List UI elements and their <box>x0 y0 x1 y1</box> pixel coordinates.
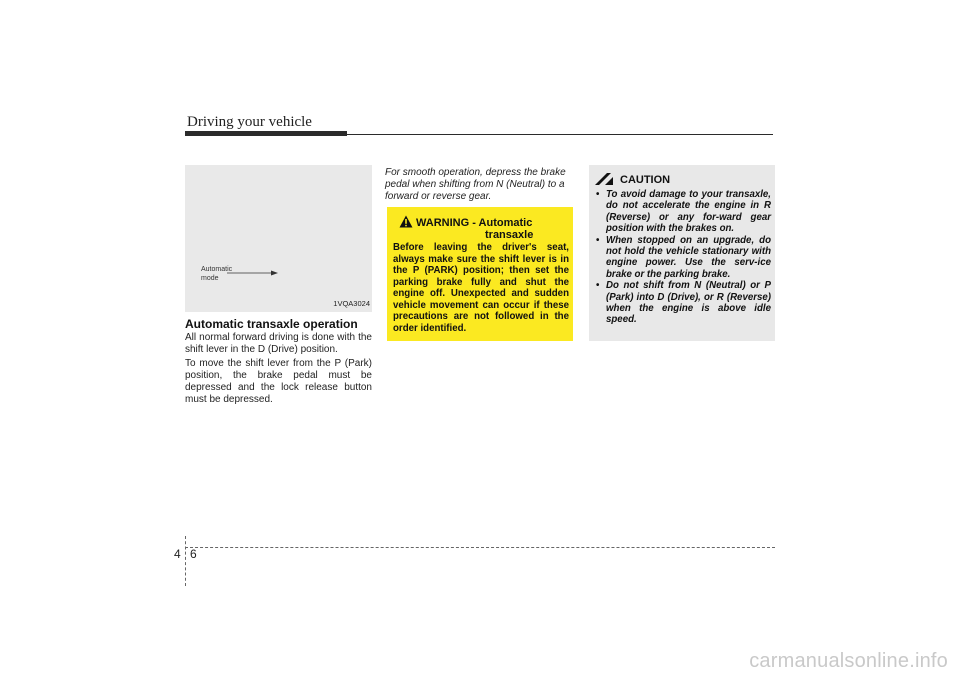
warning-title-line2: transaxle <box>485 229 534 241</box>
caution-item-2: • When stopped on an upgrade, do not hold the vehicle stationary with engine power. Use the serv-ice brake or the parking brake. <box>595 235 771 281</box>
caution-item-1: • To avoid damage to your transaxle, do not accelerate the engine in R (Reverse) or any for-ward gear position with the brakes on. <box>595 189 771 235</box>
section-heading: Automatic transaxle operation <box>185 317 358 331</box>
chapter-number: 4 <box>174 547 181 561</box>
caution-item-3: • Do not shift from N (Neutral) or P (Park) into D (Drive), or R (Reverse) when the engine is above idle speed. <box>595 280 771 326</box>
page-number: 6 <box>190 547 197 561</box>
body-paragraph-1: All normal forward driving is done with the shift lever in the D (Drive) position. <box>185 332 372 355</box>
warning-box <box>387 207 573 341</box>
caution-icon <box>595 173 615 185</box>
footer-divider <box>185 536 186 586</box>
smooth-operation-note: For smooth operation, depress the brake pedal when shifting from N (Neutral) to a forward or reverse gear. <box>385 167 566 202</box>
warning-title-line1: WARNING - Automatic <box>416 217 533 229</box>
body-paragraph-2: To move the shift lever from the P (Park) position, the brake pedal must be depressed and the lock release button must be depressed. <box>185 358 372 405</box>
caution-title: CAUTION <box>620 174 671 186</box>
footer-rule <box>185 547 775 548</box>
figure-label-line1: Automatic <box>201 266 233 273</box>
warning-title <box>416 217 533 241</box>
figure-pointer-arrow-icon <box>227 269 279 277</box>
page-header-title: Driving your vehicle <box>187 114 312 130</box>
caution-box <box>589 165 775 341</box>
shift-lever-figure <box>185 165 372 312</box>
warning-triangle-icon <box>399 215 413 228</box>
figure-label-line2: mode <box>201 275 219 282</box>
caution-list <box>595 189 771 326</box>
figure-code: 1VQA3024 <box>333 299 370 308</box>
warning-body: Before leaving the driver's seat, always make sure the shift lever is in the P (PARK) position; then set the parking brake fully and shut the engine off. Unexpected and sudden vehicle movement can occur if these precautions are not followed in the order identified. <box>393 242 569 334</box>
watermark: carmanualsonline.info <box>749 650 948 672</box>
header-rule-thin <box>347 134 773 135</box>
header-rule-thick <box>185 131 347 136</box>
